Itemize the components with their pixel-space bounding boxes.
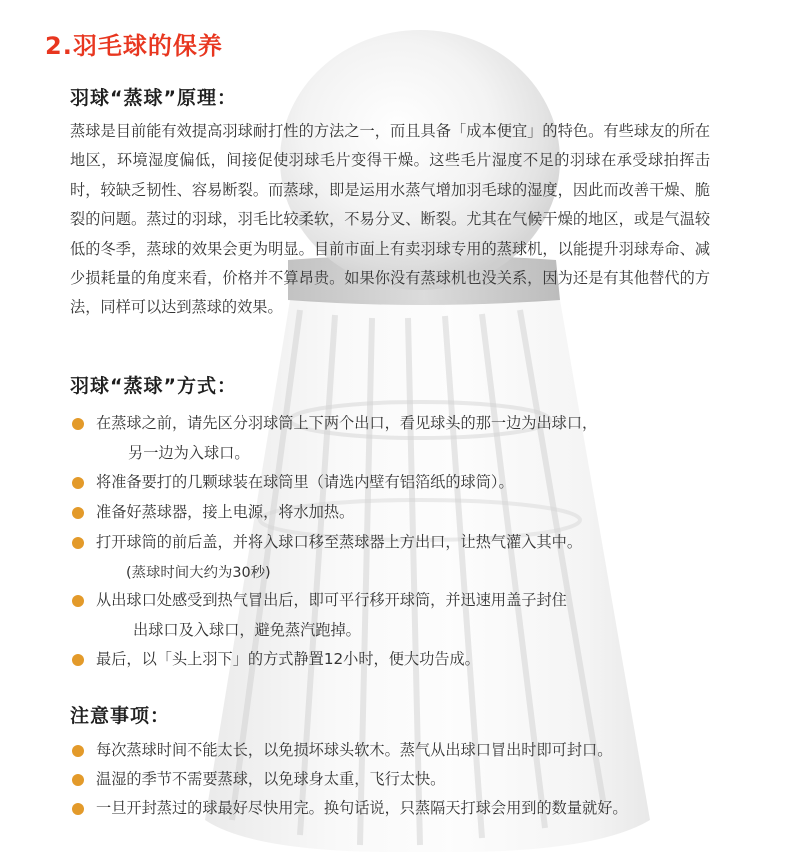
method-step-5: 从出球口处感受到热气冒出后，即可平行移开球筒，并迅速用盖子封住 — [96, 591, 567, 609]
bullet-icon — [72, 507, 84, 519]
page-title: 2.羽毛球的保养 — [45, 32, 223, 60]
bullet-icon — [72, 418, 84, 430]
principle-heading: 羽球“蒸球”原理： — [70, 87, 237, 109]
note-item-1: 每次蒸球时间不能太长，以免损坏球头软木。蒸气从出球口冒出时即可封口。 — [96, 741, 613, 759]
bullet-icon — [72, 537, 84, 549]
method-step-1-cont: 另一边为入球口。 — [128, 444, 250, 462]
method-step-6: 最后，以「头上羽下」的方式静置12小时，便大功告成。 — [96, 650, 480, 668]
method-step-5-cont: 出球口及入球口，避免蒸汽跑掉。 — [133, 621, 361, 639]
method-step-3: 准备好蒸球器，接上电源，将水加热。 — [96, 503, 355, 521]
note-item-2: 温湿的季节不需要蒸球，以免球身太重，飞行太快。 — [96, 770, 446, 788]
bullet-icon — [72, 595, 84, 607]
bullet-icon — [72, 477, 84, 489]
method-step-4: 打开球筒的前后盖，并将入球口移至蒸球器上方出口，让热气灌入其中。 — [96, 533, 582, 551]
bullet-icon — [72, 803, 84, 815]
method-step-4-note: (蒸球时间大约为30秒) — [126, 565, 271, 581]
method-heading: 羽球“蒸球”方式： — [70, 375, 237, 397]
method-step-2: 将准备要打的几颗球装在球筒里（请选内壁有铝箔纸的球筒）。 — [96, 473, 514, 491]
method-step-1: 在蒸球之前，请先区分羽球筒上下两个出口，看见球头的那一边为出球口， — [96, 414, 598, 432]
bullet-icon — [72, 654, 84, 666]
principle-paragraph: 蒸球是目前能有效提高羽球耐打性的方法之一，而且具备「成本便宜」的特色。有些球友的所在地区，环境湿度偏低，间接促使羽球毛片变得干燥。这些毛片湿度不足的羽球在承受球拍挥击时，较缺乏韧性、容易断裂。而蒸球，即是运用水蒸气增加羽毛球的湿度，因此而改善干燥、脆裂的问题。蒸过的羽球，羽毛比较柔软，不易分叉、断裂。尤其在气候干燥的地区，或是气温较低的冬季，蒸球的效果会更为明显。目前市面上有卖羽球专用的蒸球机，以能提升羽球寿命、减少损耗量的角度来看，价格并不算昂贵。如果你没有蒸球机也没关系，因为还是有其他替代的方法，同样可以达到蒸球的效果。 — [70, 122, 710, 317]
bullet-icon — [72, 745, 84, 757]
bullet-icon — [72, 774, 84, 786]
notes-heading: 注意事项： — [70, 705, 171, 727]
note-item-3: 一旦开封蒸过的球最好尽快用完。换句话说，只蒸隔天打球会用到的数量就好。 — [96, 799, 628, 817]
